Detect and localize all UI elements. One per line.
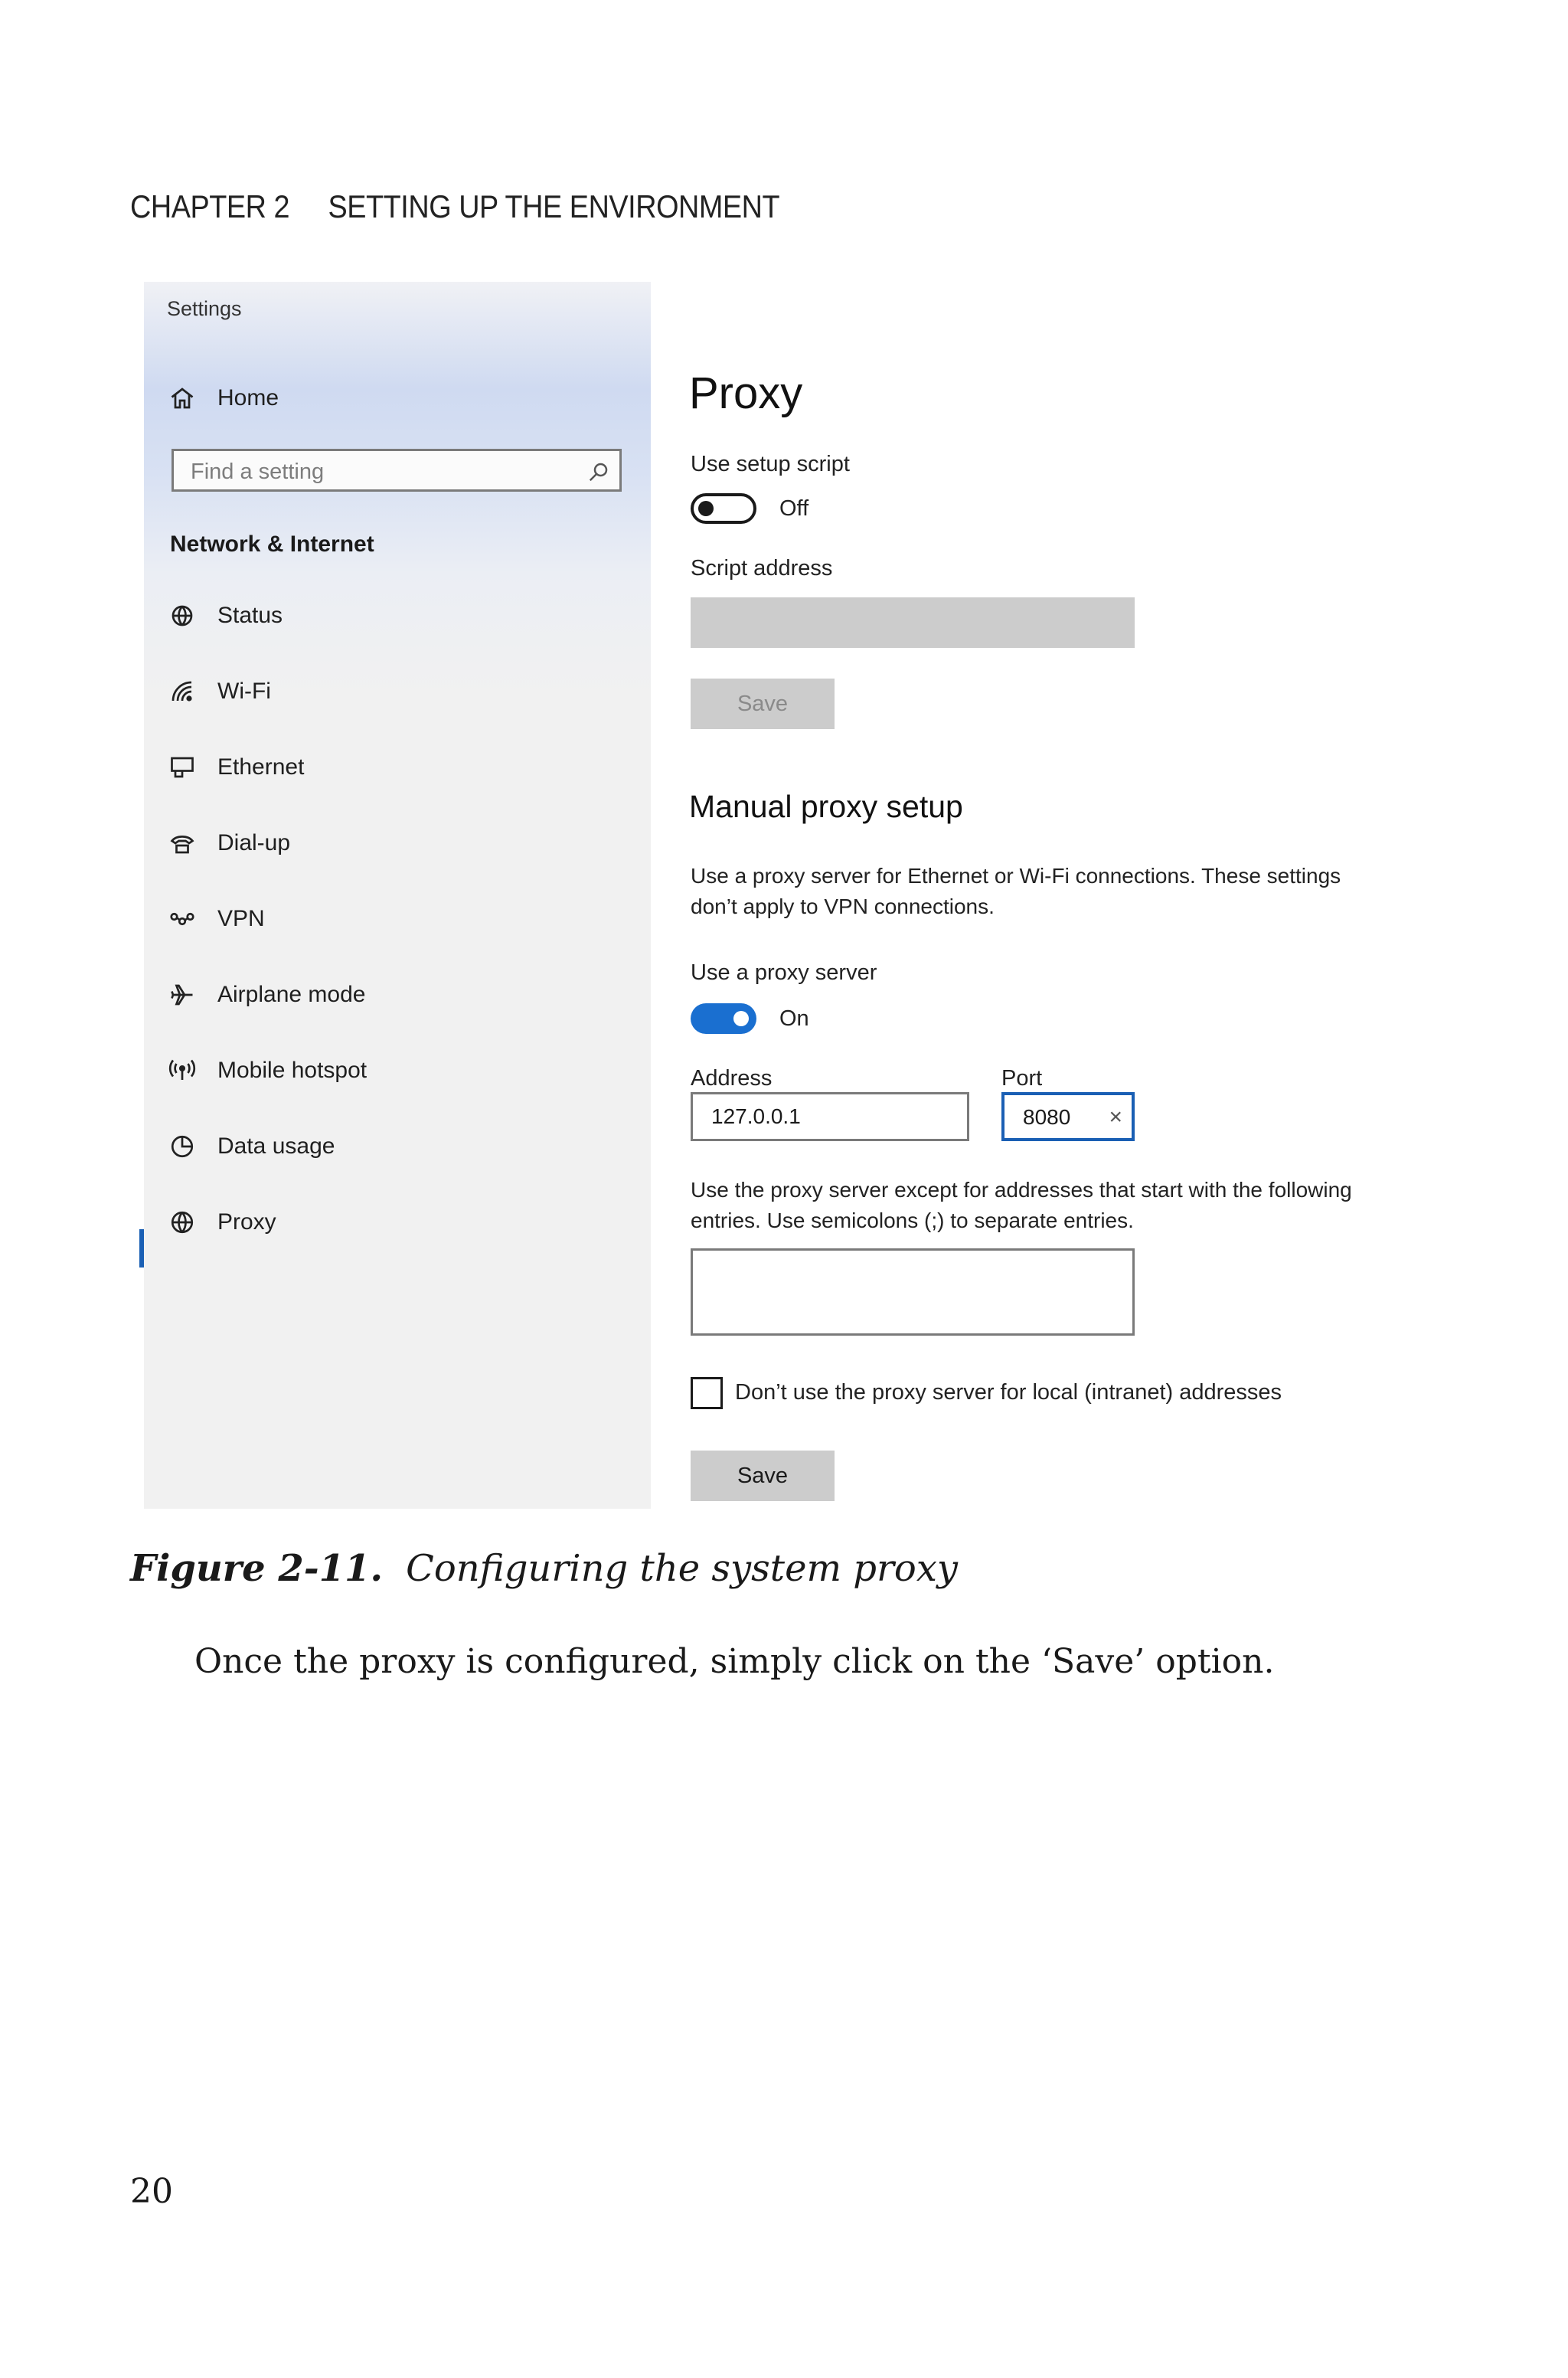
search-icon[interactable] [587, 460, 610, 483]
address-input[interactable] [710, 1104, 866, 1130]
section-network-internet: Network & Internet [170, 532, 374, 557]
sidebar-item-wifi[interactable] [167, 669, 271, 715]
window-title: Settings [167, 297, 242, 320]
sidebar-item-label: Data usage [217, 1133, 335, 1159]
sidebar-item-vpn[interactable] [167, 896, 265, 942]
settings-nav-pane [144, 282, 651, 1509]
local-address-checkbox[interactable] [691, 1377, 723, 1409]
clear-icon[interactable]: × [1109, 1104, 1122, 1130]
description-line: Use a proxy server for Ethernet or Wi-Fi connections. These settings [691, 864, 1341, 888]
proxy-content-pane [689, 282, 1378, 1509]
address-label: Address [691, 1066, 773, 1091]
ethernet-icon [167, 752, 198, 783]
description-line: don’t apply to VPN connections. [691, 895, 995, 918]
port-label: Port [1001, 1066, 1043, 1091]
toggle-knob [698, 501, 714, 516]
sidebar-item-dialup[interactable] [167, 820, 290, 866]
search-input[interactable] [189, 457, 575, 486]
figure-title: Configuring the system proxy [406, 1547, 959, 1590]
active-indicator [139, 1229, 144, 1268]
setup-script-toggle[interactable] [691, 493, 756, 524]
sidebar-item-status[interactable] [167, 593, 283, 639]
chapter-label: CHAPTER 2 [130, 188, 290, 224]
sidebar-item-label: Ethernet [217, 754, 305, 780]
vpn-icon [167, 904, 198, 934]
sidebar-item-proxy[interactable] [167, 1199, 276, 1245]
description-line: Use the proxy server except for addresses that start with the following [691, 1178, 1352, 1202]
sidebar-item-data-usage[interactable] [167, 1124, 335, 1169]
phone-icon [167, 828, 198, 859]
chapter-title: SETTING UP THE ENVIRONMENT [328, 188, 780, 224]
use-proxy-toggle[interactable] [691, 1003, 756, 1034]
sidebar-item-label: Dial-up [217, 830, 291, 855]
description-line: entries. Use semicolons (;) to separate entries. [691, 1209, 1134, 1232]
local-address-checkbox-label: Don’t use the proxy server for local (intranet) addresses [735, 1380, 1282, 1405]
wifi-icon [167, 676, 198, 707]
body-paragraph: Once the proxy is configured, simply click on the ‘Save’ option. [194, 1642, 1275, 1681]
sidebar-item-label: Proxy [217, 1209, 276, 1235]
airplane-icon [167, 980, 198, 1010]
settings-screenshot [144, 282, 1384, 1509]
save-script-button: Save [691, 679, 835, 729]
running-head [130, 188, 779, 225]
sidebar-item-label: Status [217, 603, 283, 628]
globe-icon [167, 1207, 198, 1238]
manual-proxy-heading: Manual proxy setup [689, 789, 963, 824]
sidebar-item-label: VPN [217, 906, 265, 931]
use-proxy-state: On [779, 1006, 809, 1031]
exceptions-textarea[interactable] [691, 1248, 1135, 1336]
script-address-field [691, 597, 1135, 648]
sidebar-item-label: Mobile hotspot [217, 1058, 368, 1083]
exceptions-description [691, 1175, 1380, 1236]
setup-script-state: Off [779, 496, 809, 521]
figure-caption [130, 1547, 958, 1590]
toggle-knob [733, 1011, 749, 1026]
page-number: 20 [130, 2172, 173, 2211]
data-usage-icon [167, 1131, 198, 1162]
port-field[interactable] [1001, 1092, 1135, 1141]
nav-home[interactable] [167, 375, 279, 421]
script-address-label: Script address [691, 556, 833, 581]
manual-proxy-description [691, 861, 1380, 922]
use-proxy-label: Use a proxy server [691, 960, 877, 985]
sidebar-item-airplane-mode[interactable] [167, 972, 365, 1018]
setup-script-label: Use setup script [691, 452, 850, 476]
sidebar-item-label: Wi-Fi [217, 679, 271, 704]
sidebar-item-ethernet[interactable] [167, 744, 304, 790]
figure-number: Figure 2-11. [130, 1547, 384, 1590]
home-icon [167, 383, 198, 414]
hotspot-icon [167, 1055, 198, 1086]
page-title: Proxy [689, 368, 803, 418]
sidebar-item-label: Airplane mode [217, 982, 366, 1007]
port-input[interactable] [1021, 1104, 1093, 1130]
sidebar-item-mobile-hotspot[interactable] [167, 1048, 367, 1094]
globe-status-icon [167, 600, 198, 631]
save-button[interactable]: Save [691, 1451, 835, 1501]
nav-home-label: Home [217, 385, 279, 411]
address-field[interactable] [691, 1092, 969, 1141]
search-box[interactable] [172, 449, 622, 492]
